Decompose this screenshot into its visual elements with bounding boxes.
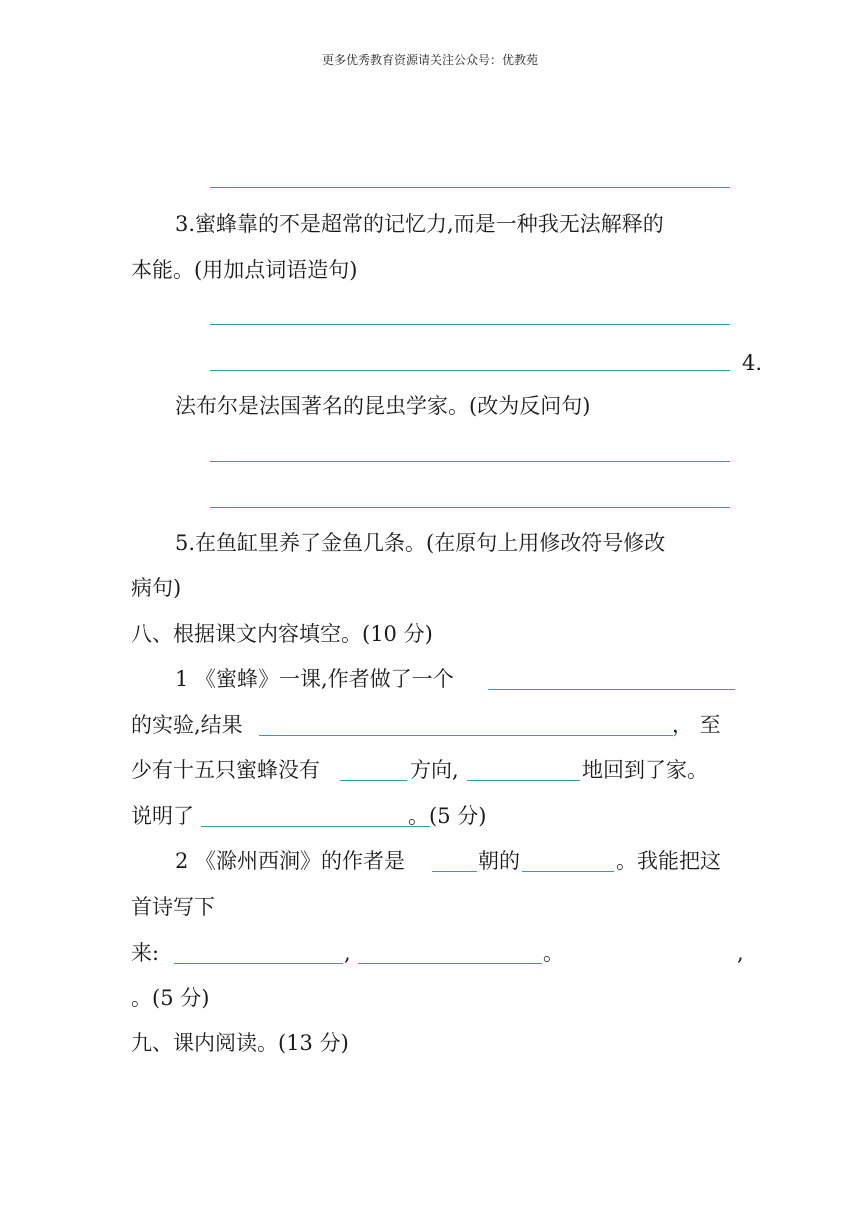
item-1-text-c: ， 至 [672,713,721,737]
blank-manner[interactable] [467,780,580,781]
question-5-line-2: 病句) [131,576,182,600]
question-4-text: 法布尔是法国著名的昆虫学家。(改为反问句) [175,394,591,418]
blank-conclusion[interactable] [201,826,430,827]
item-2-text-a: 2 《滁州西涧》的作者是 [175,849,406,873]
answer-line[interactable] [210,187,730,188]
section-8-title: 八、根据课文内容填空。(10 分) [131,622,433,646]
item-2-text-f: , [344,941,351,965]
question-4-number: 4. [742,351,763,375]
section-9-title: 九、课内阅读。(13 分) [131,1031,349,1055]
page-header: 更多优秀教育资源请关注公众号：优教苑 [321,53,538,67]
blank-poem-line-2[interactable] [358,963,542,964]
item-1-text-d: 少有十五只蜜蜂没有 [131,758,320,782]
blank-dynasty[interactable] [432,871,477,872]
answer-line[interactable] [210,461,730,462]
item-1-text-h: 。(5 分) [408,804,487,828]
blank-direction[interactable] [340,780,407,781]
item-2-text-b: 朝的 [478,849,520,873]
item-1-text-e: 方向, [410,758,459,782]
item-1-text-a: 1 《蜜蜂》一课,作者做了一个 [175,667,454,691]
item-1-text-g: 说明了 [131,804,194,828]
item-2-text-c: 。我能把这 [616,849,721,873]
answer-line[interactable] [210,324,730,325]
blank-poem-line-1[interactable] [174,963,343,964]
item-2-text-g: 。 [543,941,564,965]
question-3-line-2: 本能。(用加点词语造句) [131,258,358,282]
item-2-text-h: , [737,941,744,965]
answer-line[interactable] [210,370,730,371]
question-5-line-1: 5.在鱼缸里养了金鱼几条。(在原句上用修改符号修改 [175,531,666,555]
blank-experiment[interactable] [488,689,735,690]
item-2-text-i: 。(5 分) [131,986,210,1010]
answer-line[interactable] [210,507,730,508]
blank-result[interactable] [259,735,673,736]
item-1-text-f: 地回到了家。 [582,758,708,782]
question-3-line-1: 3.蜜蜂靠的不是超常的记忆力,而是一种我无法解释的 [175,212,664,236]
item-2-text-e: 来: [131,941,160,965]
item-1-text-b: 的实验,结果 [131,713,243,737]
item-2-text-d: 首诗写下 [131,895,215,919]
blank-author[interactable] [522,871,614,872]
